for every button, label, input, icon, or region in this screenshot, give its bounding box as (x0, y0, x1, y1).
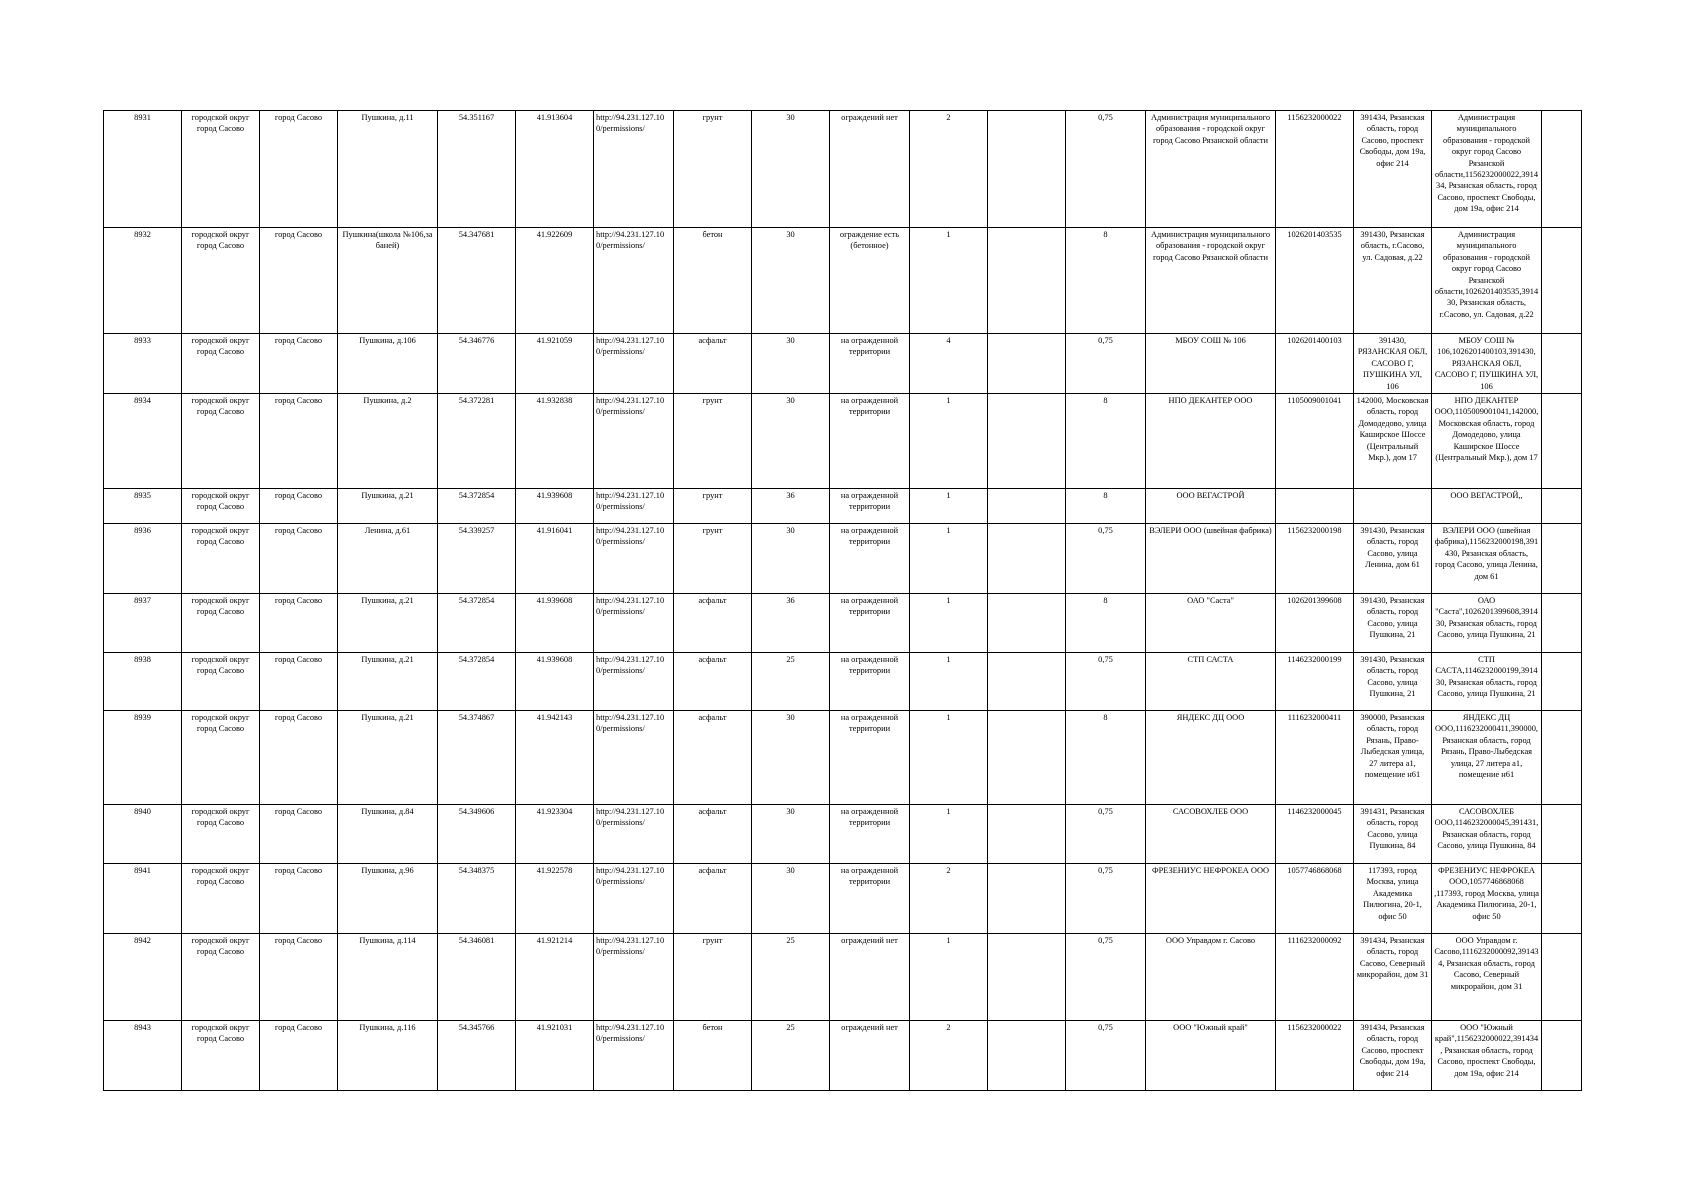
ogrn-cell: 1116232000092 (1276, 934, 1354, 1021)
settlement-cell: город Сасово (260, 934, 338, 1021)
owner-address-cell: 391434, Рязанская область, город Сасово, проспект Свободы, дом 19а, офис 214 (1354, 1021, 1432, 1091)
containers-cell: 1 (910, 711, 988, 805)
longitude-cell: 41.921031 (516, 1021, 594, 1091)
row-id-cell: 8935 (104, 489, 182, 524)
latitude-cell: 54.372854 (438, 489, 516, 524)
table-row (104, 228, 1582, 334)
fence-cell: на огражденной территории (830, 524, 910, 594)
empty-end-cell (1542, 711, 1582, 805)
longitude-cell: 41.923304 (516, 805, 594, 864)
owner-cell: ООО Управдом г. Сасово (1146, 934, 1276, 1021)
address-cell: Пушкина, д.21 (338, 653, 438, 711)
empty-cell (988, 594, 1066, 653)
empty-cell (988, 934, 1066, 1021)
table-row (104, 524, 1582, 594)
sources-cell: ООО ВЕГАСТРОЙ,, (1432, 489, 1542, 524)
owner-cell: САСОВОХЛЕБ ООО (1146, 805, 1276, 864)
empty-cell (988, 864, 1066, 934)
containers-cell: 1 (910, 524, 988, 594)
district-cell: городской округ город Сасово (182, 653, 260, 711)
latitude-cell: 54.348375 (438, 864, 516, 934)
table-row (104, 653, 1582, 711)
permissions-url-cell: http://94.231.127.10 0/permissions/ (594, 524, 674, 594)
address-cell: Пушкина, д.11 (338, 111, 438, 228)
area-cell: 36 (752, 594, 830, 653)
owner-address-cell: 391430, РЯЗАНСКАЯ ОБЛ, САСОВО Г, ПУШКИНА УЛ, 106 (1354, 334, 1432, 394)
fence-cell: ограждений нет (830, 1021, 910, 1091)
row-id-cell: 8936 (104, 524, 182, 594)
row-id-cell: 8940 (104, 805, 182, 864)
sources-cell: НПО ДЕКАНТЕР ООО,1105009001041,142000, Московская область, город Домодедово, улица Каширское Шоссе (Центральный Мкр.), дом 17 (1432, 394, 1542, 489)
owner-address-cell: 391434, Рязанская область, город Сасово, Северный микрорайон, дом 31 (1354, 934, 1432, 1021)
owner-cell: ВЭЛЕРИ ООО (швейная фабрика) (1146, 524, 1276, 594)
address-cell: Пушкина, д.21 (338, 711, 438, 805)
table-row (104, 594, 1582, 653)
table-row (104, 111, 1582, 228)
table-row (104, 805, 1582, 864)
permissions-url-cell: http://94.231.127.10 0/permissions/ (594, 394, 674, 489)
volume-cell: 0,75 (1066, 1021, 1146, 1091)
containers-cell: 1 (910, 805, 988, 864)
owner-address-cell: 391434, Рязанская область, город Сасово, проспект Свободы, дом 19а, офис 214 (1354, 111, 1432, 228)
area-cell: 25 (752, 934, 830, 1021)
volume-cell: 0,75 (1066, 805, 1146, 864)
district-cell: городской округ город Сасово (182, 594, 260, 653)
ogrn-cell: 1156232000198 (1276, 524, 1354, 594)
area-cell: 30 (752, 394, 830, 489)
owner-address-cell: 390000, Рязанская область, город Рязань, Право-Лыбедская улица, 27 литера а1, помещение н61 (1354, 711, 1432, 805)
address-cell: Пушкина, д.21 (338, 594, 438, 653)
area-cell: 25 (752, 653, 830, 711)
area-cell: 30 (752, 111, 830, 228)
longitude-cell: 41.921059 (516, 334, 594, 394)
longitude-cell: 41.913604 (516, 111, 594, 228)
volume-cell: 8 (1066, 228, 1146, 334)
permissions-url-cell: http://94.231.127.10 0/permissions/ (594, 653, 674, 711)
table-row (104, 934, 1582, 1021)
settlement-cell: город Сасово (260, 653, 338, 711)
ogrn-cell: 1105009001041 (1276, 394, 1354, 489)
containers-cell: 1 (910, 394, 988, 489)
ogrn-cell: 1146232000045 (1276, 805, 1354, 864)
surface-cell: асфальт (674, 805, 752, 864)
permissions-url-cell: http://94.231.127.10 0/permissions/ (594, 228, 674, 334)
empty-cell (988, 653, 1066, 711)
owner-cell: ФРЕЗЕНИУС НЕФРОКЕА ООО (1146, 864, 1276, 934)
permissions-url-cell: http://94.231.127.10 0/permissions/ (594, 111, 674, 228)
volume-cell: 8 (1066, 711, 1146, 805)
sources-cell: ФРЕЗЕНИУС НЕФРОКЕА ООО,1057746868068 ,117393, город Москва, улица Академика Пилюгина, 20-1, офис 50 (1432, 864, 1542, 934)
surface-cell: асфальт (674, 653, 752, 711)
district-cell: городской округ город Сасово (182, 805, 260, 864)
ogrn-cell: 1156232000022 (1276, 111, 1354, 228)
fence-cell: ограждений нет (830, 934, 910, 1021)
ogrn-cell: 1026201403535 (1276, 228, 1354, 334)
empty-end-cell (1542, 524, 1582, 594)
area-cell: 30 (752, 805, 830, 864)
empty-end-cell (1542, 653, 1582, 711)
row-id-cell: 8943 (104, 1021, 182, 1091)
settlement-cell: город Сасово (260, 394, 338, 489)
settlement-cell: город Сасово (260, 489, 338, 524)
empty-end-cell (1542, 1021, 1582, 1091)
row-id-cell: 8937 (104, 594, 182, 653)
district-cell: городской округ город Сасово (182, 228, 260, 334)
latitude-cell: 54.345766 (438, 1021, 516, 1091)
owner-address-cell: 391430, Рязанская область, город Сасово, улица Ленина, дом 61 (1354, 524, 1432, 594)
settlement-cell: город Сасово (260, 524, 338, 594)
fence-cell: на огражденной территории (830, 334, 910, 394)
fence-cell: на огражденной территории (830, 864, 910, 934)
volume-cell: 0,75 (1066, 653, 1146, 711)
row-id-cell: 8933 (104, 334, 182, 394)
volume-cell: 8 (1066, 489, 1146, 524)
empty-end-cell (1542, 934, 1582, 1021)
empty-end-cell (1542, 228, 1582, 334)
ogrn-cell: 1026201400103 (1276, 334, 1354, 394)
longitude-cell: 41.939608 (516, 489, 594, 524)
volume-cell: 0,75 (1066, 934, 1146, 1021)
surface-cell: бетон (674, 228, 752, 334)
ogrn-cell: 1146232000199 (1276, 653, 1354, 711)
containers-cell: 2 (910, 111, 988, 228)
containers-cell: 1 (910, 594, 988, 653)
settlement-cell: город Сасово (260, 711, 338, 805)
settlement-cell: город Сасово (260, 805, 338, 864)
district-cell: городской округ город Сасово (182, 934, 260, 1021)
district-cell: городской округ город Сасово (182, 111, 260, 228)
empty-end-cell (1542, 394, 1582, 489)
district-cell: городской округ город Сасово (182, 334, 260, 394)
area-cell: 30 (752, 228, 830, 334)
address-cell: Пушкина, д.2 (338, 394, 438, 489)
settlement-cell: город Сасово (260, 334, 338, 394)
longitude-cell: 41.942143 (516, 711, 594, 805)
empty-end-cell (1542, 111, 1582, 228)
containers-cell: 2 (910, 864, 988, 934)
district-cell: городской округ город Сасово (182, 524, 260, 594)
table-row (104, 1021, 1582, 1091)
volume-cell: 0,75 (1066, 334, 1146, 394)
row-id-cell: 8942 (104, 934, 182, 1021)
surface-cell: грунт (674, 489, 752, 524)
empty-cell (988, 524, 1066, 594)
owner-cell: ООО ВЕГАСТРОЙ (1146, 489, 1276, 524)
empty-end-cell (1542, 594, 1582, 653)
containers-cell: 1 (910, 934, 988, 1021)
district-cell: городской округ город Сасово (182, 711, 260, 805)
address-cell: Пушкина, д.106 (338, 334, 438, 394)
latitude-cell: 54.349606 (438, 805, 516, 864)
row-id-cell: 8932 (104, 228, 182, 334)
table-row (104, 864, 1582, 934)
sources-cell: ВЭЛЕРИ ООО (швейная фабрика),1156232000198,391430, Рязанская область, город Сасово, улица Ленина, дом 61 (1432, 524, 1542, 594)
empty-end-cell (1542, 864, 1582, 934)
owner-address-cell: 391430, Рязанская область, город Сасово, улица Пушкина, 21 (1354, 653, 1432, 711)
surface-cell: грунт (674, 394, 752, 489)
table-row (104, 711, 1582, 805)
volume-cell: 0,75 (1066, 864, 1146, 934)
permissions-url-cell: http://94.231.127.10 0/permissions/ (594, 334, 674, 394)
surface-cell: бетон (674, 1021, 752, 1091)
address-cell: Пушкина, д.116 (338, 1021, 438, 1091)
sources-cell: Администрация муниципального образования - городской округ город Сасово Рязанской области,1026201403535,391430, Рязанская область, г.Сасово, ул. Садовая, д.22 (1432, 228, 1542, 334)
address-cell: Ленина, д.61 (338, 524, 438, 594)
latitude-cell: 54.374867 (438, 711, 516, 805)
registry-table (103, 110, 1582, 1091)
volume-cell: 8 (1066, 394, 1146, 489)
settlement-cell: город Сасово (260, 1021, 338, 1091)
containers-cell: 1 (910, 653, 988, 711)
permissions-url-cell: http://94.231.127.10 0/permissions/ (594, 1021, 674, 1091)
permissions-url-cell: http://94.231.127.10 0/permissions/ (594, 594, 674, 653)
empty-end-cell (1542, 334, 1582, 394)
owner-address-cell: 391430, Рязанская область, город Сасово, улица Пушкина, 21 (1354, 594, 1432, 653)
containers-cell: 2 (910, 1021, 988, 1091)
empty-cell (988, 228, 1066, 334)
surface-cell: асфальт (674, 711, 752, 805)
permissions-url-cell: http://94.231.127.10 0/permissions/ (594, 805, 674, 864)
fence-cell: на огражденной территории (830, 594, 910, 653)
sources-cell: ООО Управдом г. Сасово,1116232000092,391434, Рязанская область, город Сасово, Северный микрорайон, дом 31 (1432, 934, 1542, 1021)
volume-cell: 8 (1066, 594, 1146, 653)
area-cell: 36 (752, 489, 830, 524)
empty-cell (988, 805, 1066, 864)
surface-cell: асфальт (674, 594, 752, 653)
longitude-cell: 41.932838 (516, 394, 594, 489)
owner-address-cell: 142000, Московская область, город Домодедово, улица Каширское Шоссе (Центральный Мкр.), дом 17 (1354, 394, 1432, 489)
settlement-cell: город Сасово (260, 228, 338, 334)
table-row (104, 394, 1582, 489)
address-cell: Пушкина, д.21 (338, 489, 438, 524)
ogrn-cell (1276, 489, 1354, 524)
owner-cell: МБОУ СОШ № 106 (1146, 334, 1276, 394)
row-id-cell: 8941 (104, 864, 182, 934)
sources-cell: МБОУ СОШ № 106,1026201400103,391430, РЯЗАНСКАЯ ОБЛ, САСОВО Г, ПУШКИНА УЛ, 106 (1432, 334, 1542, 394)
longitude-cell: 41.922578 (516, 864, 594, 934)
district-cell: городской округ город Сасово (182, 394, 260, 489)
sources-cell: САСОВОХЛЕБ ООО,1146232000045,391431, Рязанская область, город Сасово, улица Пушкина, 84 (1432, 805, 1542, 864)
owner-cell: СТП САСТА (1146, 653, 1276, 711)
containers-cell: 1 (910, 228, 988, 334)
fence-cell: на огражденной территории (830, 805, 910, 864)
row-id-cell: 8931 (104, 111, 182, 228)
fence-cell: на огражденной территории (830, 711, 910, 805)
owner-address-cell: 117393, город Москва, улица Академика Пилюгина, 20-1, офис 50 (1354, 864, 1432, 934)
row-id-cell: 8934 (104, 394, 182, 489)
fence-cell: на огражденной территории (830, 489, 910, 524)
sources-cell: ЯНДЕКС ДЦ ООО,1116232000411,390000, Рязанская область, город Рязань, Право-Лыбедская улица, 27 литера а1, помещение н61 (1432, 711, 1542, 805)
longitude-cell: 41.922609 (516, 228, 594, 334)
longitude-cell: 41.916041 (516, 524, 594, 594)
sources-cell: ОАО "Саста",1026201399608,391430, Рязанская область, город Сасово, улица Пушкина, 21 (1432, 594, 1542, 653)
owner-cell: Администрация муниципального образования - городской округ город Сасово Рязанской области (1146, 111, 1276, 228)
longitude-cell: 41.921214 (516, 934, 594, 1021)
permissions-url-cell: http://94.231.127.10 0/permissions/ (594, 934, 674, 1021)
owner-address-cell: 391430, Рязанская область, г.Сасово, ул. Садовая, д.22 (1354, 228, 1432, 334)
latitude-cell: 54.347681 (438, 228, 516, 334)
permissions-url-cell: http://94.231.127.10 0/permissions/ (594, 711, 674, 805)
latitude-cell: 54.346776 (438, 334, 516, 394)
latitude-cell: 54.372854 (438, 594, 516, 653)
sources-cell: СТП САСТА,1146232000199,391430, Рязанская область, город Сасово, улица Пушкина, 21 (1432, 653, 1542, 711)
surface-cell: асфальт (674, 864, 752, 934)
district-cell: городской округ город Сасово (182, 864, 260, 934)
fence-cell: на огражденной территории (830, 653, 910, 711)
surface-cell: грунт (674, 524, 752, 594)
containers-cell: 1 (910, 489, 988, 524)
empty-cell (988, 711, 1066, 805)
latitude-cell: 54.339257 (438, 524, 516, 594)
fence-cell: на огражденной территории (830, 394, 910, 489)
sources-cell: Администрация муниципального образования - городской округ город Сасово Рязанской области,1156232000022,391434, Рязанская область, город Сасово, проспект Свободы, дом 19а, офис 214 (1432, 111, 1542, 228)
settlement-cell: город Сасово (260, 864, 338, 934)
volume-cell: 0,75 (1066, 111, 1146, 228)
area-cell: 30 (752, 524, 830, 594)
settlement-cell: город Сасово (260, 111, 338, 228)
sources-cell: ООО "Южный край",1156232000022,391434, Рязанская область, город Сасово, проспект Свободы, дом 19а, офис 214 (1432, 1021, 1542, 1091)
surface-cell: грунт (674, 934, 752, 1021)
owner-cell: ООО "Южный край" (1146, 1021, 1276, 1091)
surface-cell: грунт (674, 111, 752, 228)
permissions-url-cell: http://94.231.127.10 0/permissions/ (594, 489, 674, 524)
address-cell: Пушкина(школа №106,за баней) (338, 228, 438, 334)
empty-cell (988, 334, 1066, 394)
district-cell: городской округ город Сасово (182, 1021, 260, 1091)
district-cell: городской округ город Сасово (182, 489, 260, 524)
ogrn-cell: 1156232000022 (1276, 1021, 1354, 1091)
empty-cell (988, 111, 1066, 228)
surface-cell: асфальт (674, 334, 752, 394)
row-id-cell: 8939 (104, 711, 182, 805)
latitude-cell: 54.372281 (438, 394, 516, 489)
fence-cell: ограждение есть (бетонное) (830, 228, 910, 334)
owner-address-cell (1354, 489, 1432, 524)
empty-end-cell (1542, 805, 1582, 864)
empty-cell (988, 489, 1066, 524)
address-cell: Пушкина, д.114 (338, 934, 438, 1021)
area-cell: 30 (752, 864, 830, 934)
empty-end-cell (1542, 489, 1582, 524)
table-row (104, 489, 1582, 524)
empty-cell (988, 394, 1066, 489)
permissions-url-cell: http://94.231.127.10 0/permissions/ (594, 864, 674, 934)
volume-cell: 0,75 (1066, 524, 1146, 594)
row-id-cell: 8938 (104, 653, 182, 711)
address-cell: Пушкина, д.96 (338, 864, 438, 934)
owner-cell: Администрация муниципального образования - городской округ город Сасово Рязанской области (1146, 228, 1276, 334)
longitude-cell: 41.939608 (516, 653, 594, 711)
owner-cell: ОАО "Саста" (1146, 594, 1276, 653)
longitude-cell: 41.939608 (516, 594, 594, 653)
area-cell: 30 (752, 711, 830, 805)
owner-cell: ЯНДЕКС ДЦ ООО (1146, 711, 1276, 805)
fence-cell: ограждений нет (830, 111, 910, 228)
area-cell: 25 (752, 1021, 830, 1091)
empty-cell (988, 1021, 1066, 1091)
containers-cell: 4 (910, 334, 988, 394)
ogrn-cell: 1116232000411 (1276, 711, 1354, 805)
table-row (104, 334, 1582, 394)
latitude-cell: 54.372854 (438, 653, 516, 711)
ogrn-cell: 1026201399608 (1276, 594, 1354, 653)
ogrn-cell: 1057746868068 (1276, 864, 1354, 934)
owner-cell: НПО ДЕКАНТЕР ООО (1146, 394, 1276, 489)
area-cell: 30 (752, 334, 830, 394)
table-body (104, 111, 1582, 1091)
latitude-cell: 54.346081 (438, 934, 516, 1021)
owner-address-cell: 391431, Рязанская область, город Сасово, улица Пушкина, 84 (1354, 805, 1432, 864)
address-cell: Пушкина, д.84 (338, 805, 438, 864)
settlement-cell: город Сасово (260, 594, 338, 653)
latitude-cell: 54.351167 (438, 111, 516, 228)
